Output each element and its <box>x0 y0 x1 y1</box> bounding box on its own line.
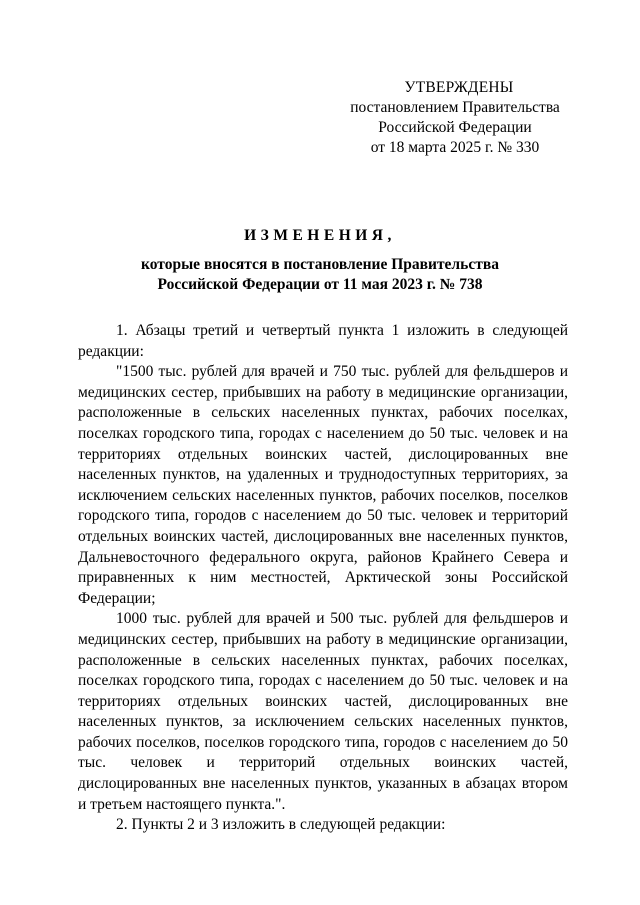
body-paragraph: "1500 тыс. рублей для врачей и 750 тыс. рублей для фельдшеров и медицинских сестер, прибывших на работу в медицинские организации, расположенные в сельских населенных пунктах, рабочих поселках, поселках городского типа, городах с населением до 50 тыс. человек и на территориях отдельных воинских частей, дислоцированных вне населенных пунктов, на удаленных и труднодоступных территориях, за исключением сельских населенных пунктов, рабочих поселков, поселков городского типа, городов с населением до 50 тыс. человек и территорий отдельных воинских частей, дислоцированных вне населенных пунктов, Дальневосточного федерального округа, районов Крайнего Севера и приравненных к ним местностей, Арктической зоны Российской Федерации; <box>78 363 568 607</box>
document-title: ИЗМЕНЕНИЯ, <box>244 227 396 244</box>
approval-word: УТВЕРЖДЕНЫ <box>404 79 514 96</box>
body-paragraph: 2. Пункты 2 и 3 изложить в следующей редакции: <box>116 816 446 834</box>
body-paragraph: 1000 тыс. рублей для врачей и 500 тыс. рублей для фельдшеров и медицинских сестер, прибывших на работу в медицинские организации, расположенные в сельских населенных пунктах, рабочих поселках, поселках городского типа, городах с населением до 50 тыс. человек и на территориях отдельных воинских частей, дислоцированных вне населенных пунктов, за исключением сельских населенных пунктов, рабочих поселков, поселков городского типа, городов с населением до 50 тыс. человек и территорий отдельных воинских частей, дислоцированных вне населенных пунктов, указанных в абзацах втором и третьем настоящего пункта.". <box>78 610 568 813</box>
document-heading <box>60 226 580 295</box>
body-paragraph: 1. Абзацы третий и четвертый пункта 1 изложить в следующей редакции: <box>78 322 568 360</box>
document-subtitle-line: которые вносятся в постановление Правительства <box>141 256 499 273</box>
document-body <box>78 321 568 836</box>
approval-stamp <box>340 78 570 158</box>
approval-line: Российской Федерации <box>378 119 532 136</box>
approval-line: постановлением Правительства <box>350 99 560 116</box>
approval-line: от 18 марта 2025 г. № 330 <box>370 139 540 156</box>
document-subtitle-line: Российской Федерации от 11 мая 2023 г. № 738 <box>157 276 483 293</box>
